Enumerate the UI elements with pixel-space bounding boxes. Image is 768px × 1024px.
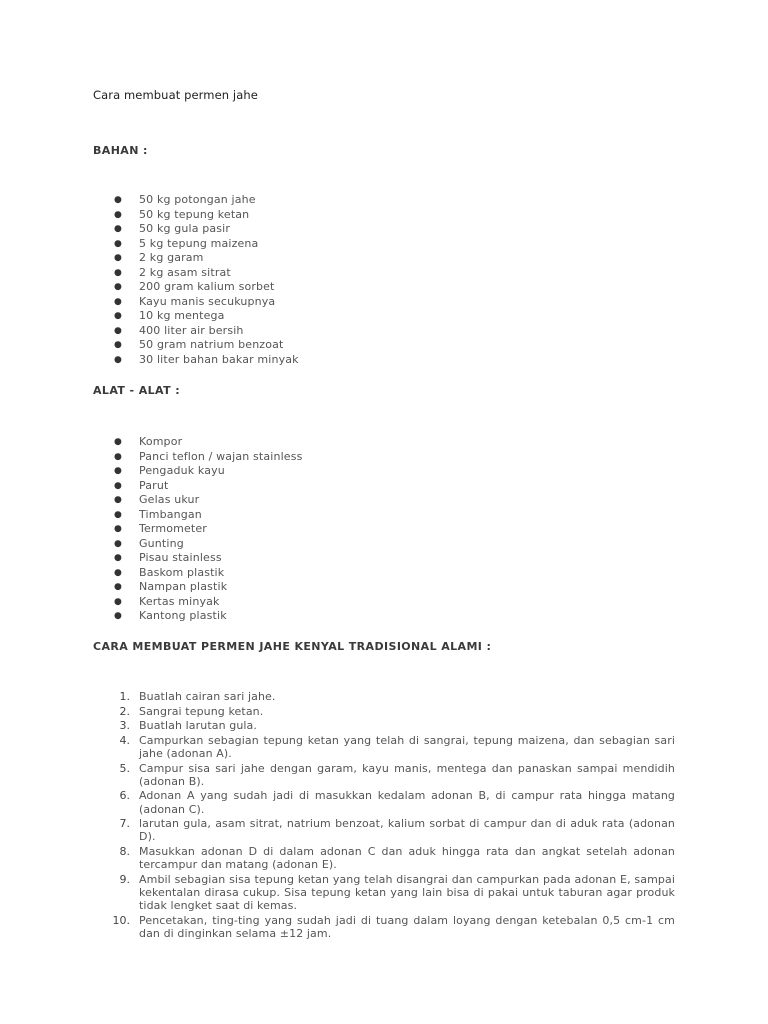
alat-item-text: Termometer xyxy=(139,522,207,535)
alat-heading: ALAT - ALAT : xyxy=(93,384,181,397)
bullet-icon: ● xyxy=(114,480,122,491)
bullet-icon: ● xyxy=(114,596,122,607)
bahan-item-text: 5 kg tepung maizena xyxy=(139,236,259,250)
step-text: Sangrai tepung ketan. xyxy=(139,704,264,718)
step-number: 1. xyxy=(119,690,130,703)
step-number: 2. xyxy=(119,704,130,718)
bahan-item-text: 400 liter air bersih xyxy=(139,323,244,337)
bahan-item-text: 200 gram kalium sorbet xyxy=(139,280,275,293)
steps-list xyxy=(0,690,675,942)
alat-item-text: Gunting xyxy=(139,536,184,550)
bullet-icon: ● xyxy=(114,238,122,249)
alat-item-text: Baskom plastik xyxy=(139,565,225,579)
bullet-icon: ● xyxy=(114,553,122,563)
step-item xyxy=(0,914,675,940)
step-item xyxy=(0,762,675,788)
bullet-icon: ● xyxy=(114,611,122,621)
step-item xyxy=(0,845,675,871)
bullet-icon: ● xyxy=(114,296,122,307)
step-item xyxy=(0,817,675,843)
bullet-icon: ● xyxy=(114,509,122,520)
document-title: Cara membuat permen jahe xyxy=(93,88,258,102)
step-item xyxy=(0,719,675,732)
step-number: 8. xyxy=(119,844,130,858)
step-text: Campur sisa sari jahe dengan garam, kayu manis, mentega dan panaskan sampai mendidih (adonan B). xyxy=(139,761,675,788)
bullet-icon: ● xyxy=(114,311,122,321)
bullet-icon: ● xyxy=(114,195,122,205)
step-item xyxy=(0,734,675,760)
bullet-icon: ● xyxy=(114,354,122,365)
step-number: 10. xyxy=(112,913,130,927)
step-text: Buatlah larutan gula. xyxy=(139,719,257,733)
bahan-item-text: 50 kg potongan jahe xyxy=(139,193,256,206)
bahan-item-text: 2 kg asam sitrat xyxy=(139,265,231,279)
step-text: larutan gula, asam sitrat, natrium benzoat, kalium sorbat di campur dan di aduk rata (adonan D). xyxy=(139,817,675,844)
step-text: Adonan A yang sudah jadi di masukkan kedalam adonan B, di campur rata hingga matang (adonan C). xyxy=(139,789,675,816)
alat-item-text: Pengaduk kayu xyxy=(139,464,225,477)
bullet-icon: ● xyxy=(114,340,122,350)
bullet-icon: ● xyxy=(114,437,122,447)
bullet-icon: ● xyxy=(114,567,122,578)
bahan-heading: BAHAN : xyxy=(93,144,148,157)
step-item xyxy=(0,873,675,913)
bullet-icon: ● xyxy=(114,282,122,292)
alat-item-text: Kompor xyxy=(139,435,183,448)
alat-item-text: Kertas minyak xyxy=(139,594,220,608)
bullet-icon: ● xyxy=(114,224,122,234)
step-number: 4. xyxy=(119,733,130,747)
bullet-icon: ● xyxy=(114,209,122,220)
step-number: 9. xyxy=(119,872,130,886)
cara-heading: CARA MEMBUAT PERMEN JAHE KENYAL TRADISIONAL ALAMI : xyxy=(93,640,492,653)
step-number: 6. xyxy=(119,789,130,803)
step-number: 3. xyxy=(119,719,130,733)
step-number: 7. xyxy=(119,817,130,831)
bahan-item-text: 30 liter bahan bakar minyak xyxy=(139,352,299,366)
bahan-item-text: 2 kg garam xyxy=(139,251,204,264)
step-text: Masukkan adonan D di dalam adonan C dan aduk hingga rata dan angkat setelah adonan tercampur dan matang (adonan E). xyxy=(139,844,675,872)
bullet-icon: ● xyxy=(114,495,122,505)
step-item xyxy=(0,705,675,718)
bullet-icon: ● xyxy=(114,582,122,592)
bahan-item-text: 50 kg tepung ketan xyxy=(139,207,250,221)
bullet-icon: ● xyxy=(114,524,122,534)
bullet-icon: ● xyxy=(114,466,122,476)
alat-item-text: Timbangan xyxy=(139,507,202,521)
alat-item-text: Parut xyxy=(139,478,169,492)
step-text: Campurkan sebagian tepung ketan yang telah di sangrai, tepung maizena, dan sebagian sari jahe (adonan A). xyxy=(139,733,675,760)
bullet-icon: ● xyxy=(114,451,122,462)
bahan-item-text: 50 gram natrium benzoat xyxy=(139,338,284,351)
step-item xyxy=(0,789,675,815)
step-item xyxy=(0,690,675,703)
step-text: Pencetakan, ting-ting yang sudah jadi di tuang dalam loyang dengan ketebalan 0,5 cm-1 cm dan di dinginkan selama ±12 jam. xyxy=(139,913,675,940)
step-text: Ambil sebagian sisa tepung ketan yang telah disangrai dan campurkan pada adonan E, sampai kekentalan dirasa cukup. Sisa tepung ketan yang lain bisa di pakai untuk taburan agar produk tidak lengket saat di kemas. xyxy=(139,872,675,913)
bahan-item-text: 10 kg mentega xyxy=(139,309,225,322)
alat-item-text: Kantong plastik xyxy=(139,609,227,622)
bullet-icon: ● xyxy=(114,267,122,278)
bullet-icon: ● xyxy=(114,325,122,336)
alat-item-text: Panci teflon / wajan stainless xyxy=(139,449,303,463)
bahan-item-text: 50 kg gula pasir xyxy=(139,222,231,235)
alat-item-text: Pisau stainless xyxy=(139,551,222,564)
bahan-item-text: Kayu manis secukupnya xyxy=(139,294,276,308)
bullet-icon: ● xyxy=(114,538,122,549)
step-number: 5. xyxy=(119,761,130,775)
alat-item-text: Nampan plastik xyxy=(139,580,228,593)
step-text: Buatlah cairan sari jahe. xyxy=(139,690,276,703)
alat-item-text: Gelas ukur xyxy=(139,493,200,506)
bullet-icon: ● xyxy=(114,253,122,263)
